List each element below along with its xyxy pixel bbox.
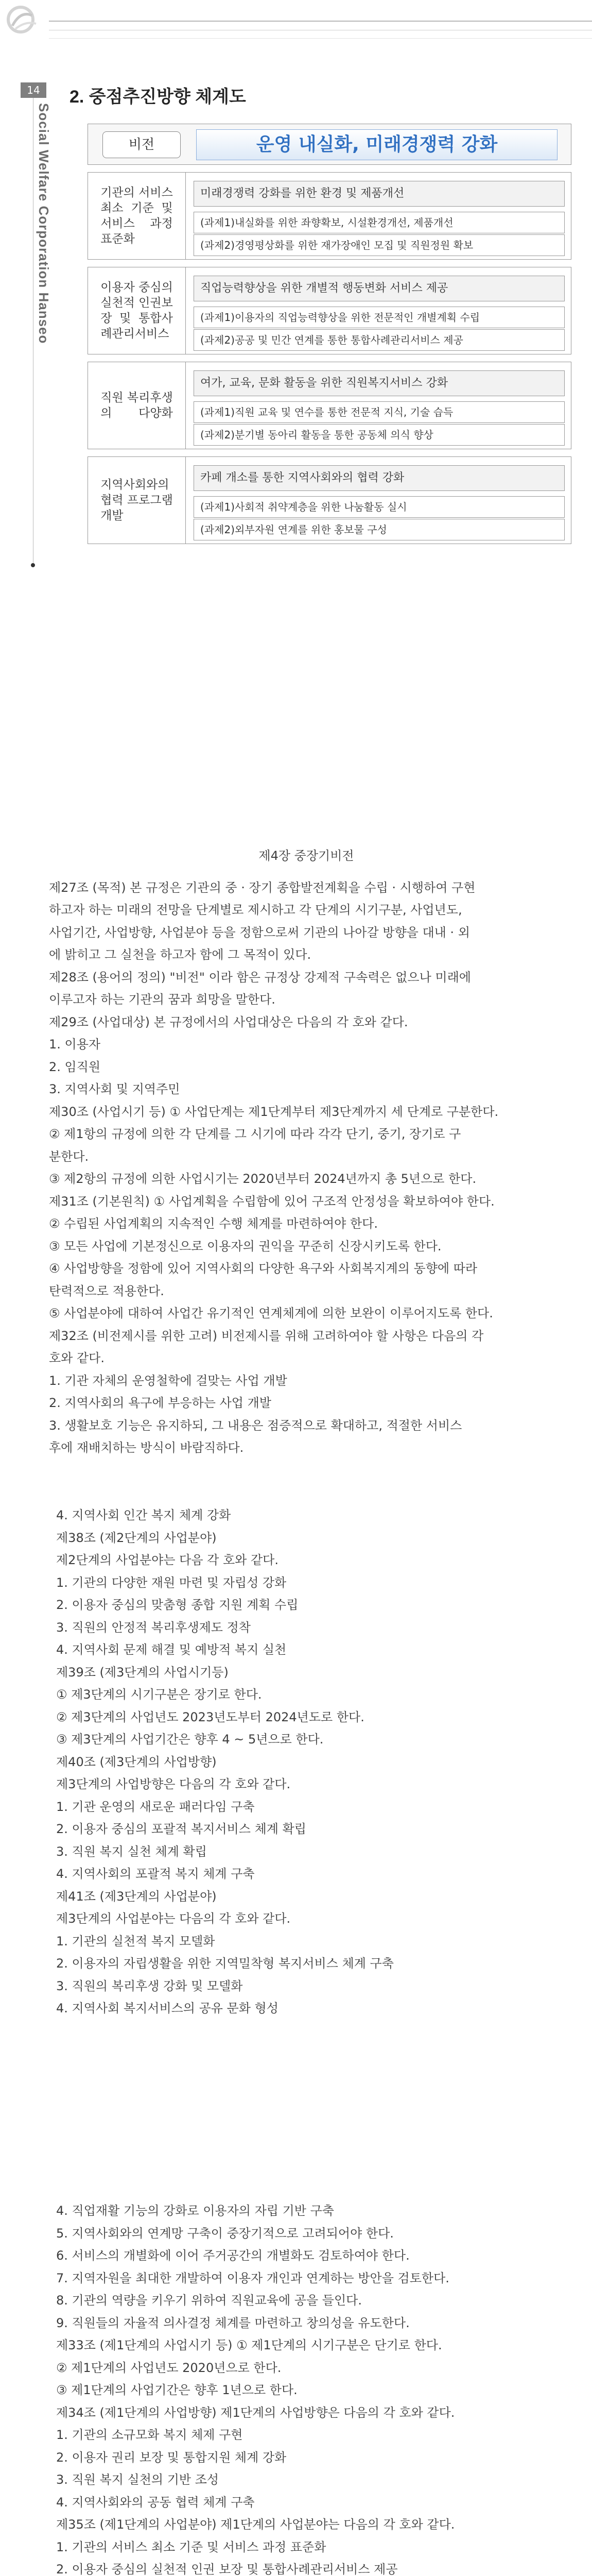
text-line: 제39조 (제3단계의 사업시기등) <box>56 1665 229 1680</box>
strategy-task: (과제2)분기별 동아리 활동을 통한 공동체 의식 향상 <box>194 424 565 446</box>
text-line: 3. 직원의 안정적 복리후생제도 정착 <box>56 1620 251 1635</box>
divider-dot <box>31 563 35 567</box>
strategy-main-goal: 미래경쟁력 강화를 위한 환경 및 제품개선 <box>194 181 565 207</box>
page-number: 14 <box>21 82 46 98</box>
vision-row <box>88 124 571 165</box>
text-line: 2. 이용자 중심의 실천적 인권 보장 및 통합사례관리서비스 제공 <box>56 2562 398 2576</box>
text-line: 2. 이용자 중심의 포괄적 복지서비스 체계 확립 <box>56 1822 306 1836</box>
strategy-task: (과제1)직원 교육 및 연수를 통한 전문적 지식, 기술 습득 <box>194 401 565 423</box>
strategy-row <box>88 172 571 260</box>
strategy-main-goal: 직업능력향상을 위한 개별적 행동변화 서비스 제공 <box>194 276 565 301</box>
text-line: 제40조 (제3단계의 사업방향) <box>56 1754 217 1769</box>
text-line: 제31조 (기본원칙) ① 사업계획을 수립함에 있어 구조적 안정성을 확보하여야 한다. <box>49 1194 495 1209</box>
text-line: 3. 지역사회 및 지역주민 <box>49 1082 180 1096</box>
text-line: ② 수립된 사업계획의 지속적인 수행 체계를 마련하여야 한다. <box>49 1216 378 1231</box>
vision-title: 운영 내실화, 미래경쟁력 강화 <box>196 129 558 160</box>
text-line: ⑤ 사업분야에 대하여 사업간 유기적인 연계체계에 의한 보완이 이루어지도록 한다. <box>49 1306 493 1320</box>
text-line: 이루고자 하는 기관의 꿈과 희망을 말한다. <box>49 992 275 1007</box>
text-line: 4. 직업재활 기능의 강화로 이용자의 자립 기반 구축 <box>56 2204 334 2218</box>
text-line: 3. 생활보호 기능은 유지하되, 그 내용은 점증적으로 확대하고, 적절한 서비스 <box>49 1418 462 1433</box>
text-line: ④ 사업방향을 정함에 있어 지역사회의 다양한 욕구와 사회복지계의 동향에 따라 <box>49 1261 478 1276</box>
strategy-main-goal: 여가, 교육, 문화 활동을 위한 직원복지서비스 강화 <box>194 370 565 396</box>
text-line: 4. 지역사회 복지서비스의 공유 문화 형성 <box>56 2001 278 2015</box>
text-line: 2. 이용자 권리 보장 및 통합지원 체계 강화 <box>56 2450 287 2465</box>
continued-text <box>49 2200 564 2576</box>
text-line: 제38조 (제2단계의 사업분야) <box>56 1530 217 1545</box>
strategy-label: 이용자 중심의 실천적 인권보 장 및 통합사 례관리서비스 <box>88 267 186 354</box>
text-line: 8. 기관의 역량을 키우기 위하여 직원교육에 공을 들인다. <box>56 2293 362 2308</box>
corporation-logo-icon <box>5 5 49 36</box>
text-line: 1. 기관의 실천적 복지 모델화 <box>56 1934 215 1948</box>
text-line: 제3단계의 사업방향은 다음의 각 호와 같다. <box>56 1777 291 1791</box>
continued-text <box>49 1504 564 2020</box>
chapter-text <box>49 845 564 1460</box>
text-line: 사업기간, 사업방향, 사업분야 등을 정함으로써 기관의 나아갈 방향을 대내 · 외 <box>49 925 470 940</box>
vision-label: 비전 <box>102 131 181 158</box>
text-line: 1. 기관의 소규모화 복지 체제 구현 <box>56 2428 243 2442</box>
strategy-task: (과제2)공공 및 민간 연계를 통한 통합사례관리서비스 제공 <box>194 329 565 351</box>
text-line: 1. 이용자 <box>49 1037 101 1052</box>
text-line: 4. 지역사회 문제 해결 및 예방적 복지 실천 <box>56 1642 287 1657</box>
strategy-label: 직원 복리후생 의 다양화 <box>88 362 186 449</box>
text-line: 하고자 하는 미래의 전망을 단계별로 제시하고 각 단계의 시기구분, 사업년도, <box>49 903 462 917</box>
text-line: 분한다. <box>49 1149 89 1164</box>
text-line: 1. 기관의 서비스 최소 기준 및 서비스 과정 표준화 <box>56 2539 326 2554</box>
text-line: 3. 직원 복지 실천의 기반 조성 <box>56 2472 219 2487</box>
strategy-label: 지역사회와의 협력 프로그램 개발 <box>88 457 186 544</box>
vertical-title: Social Welfare Corporation Hanseo <box>36 103 51 344</box>
strategy-row <box>88 362 571 449</box>
text-line: 2. 임직원 <box>49 1059 101 1074</box>
strategy-label: 기관의 서비스 최소 기준 및 서비스 과정 표준화 <box>88 173 186 259</box>
text-line: 5. 지역사회와의 연계망 구축이 중장기적으로 고려되어야 한다. <box>56 2226 394 2241</box>
header-rule <box>49 9 592 41</box>
text-line: 제3단계의 사업분야는 다음의 각 호와 같다. <box>56 1911 291 1926</box>
text-line: ② 제1단계의 사업년도 2020년으로 한다. <box>56 2360 282 2375</box>
text-line: 제27조 (목적) 본 규정은 기관의 중 · 장기 종합발전계획을 수립 · 시행하여 구현 <box>49 880 476 895</box>
section-heading: 2. 중점추진방향 체계도 <box>69 87 246 107</box>
text-line: 2. 이용자의 자립생활을 위한 지역밀착형 복지서비스 체계 구축 <box>56 1956 394 1971</box>
text-line: 3. 직원 복지 실천 체계 확립 <box>56 1844 207 1859</box>
text-line: 제35조 (제1단계의 사업분야) 제1단계의 사업분야는 다음의 각 호와 같다. <box>56 2517 455 2532</box>
text-line: 7. 지역자원을 최대한 개발하여 이용자 개인과 연계하는 방안을 검토한다. <box>56 2270 449 2285</box>
text-line: 제33조 (제1단계의 사업시기 등) ① 제1단계의 시기구분은 단기로 한다. <box>56 2338 442 2352</box>
text-line: 탄력적으로 적용한다. <box>49 1283 164 1298</box>
text-line: 1. 기관 자체의 운영철학에 걸맞는 사업 개발 <box>49 1373 287 1388</box>
strategy-task: (과제2)외부자원 연계를 위한 홍보물 구성 <box>194 519 565 540</box>
text-line: ③ 제1단계의 사업기간은 향후 1년으로 한다. <box>56 2383 298 2397</box>
text-line: ③ 모든 사업에 기본정신으로 이용자의 권익을 꾸준히 신장시키도록 한다. <box>49 1239 442 1253</box>
text-line: 1. 기관 운영의 새로운 패러다임 구축 <box>56 1799 255 1814</box>
strategy-task: (과제2)경영평상화를 위한 재가장애인 모집 및 직원정원 확보 <box>194 234 565 256</box>
strategy-row <box>88 267 571 354</box>
text-line: ③ 제3단계의 사업기간은 향후 4 ~ 5년으로 한다. <box>56 1732 324 1747</box>
text-line: 6. 서비스의 개별화에 이어 주거공간의 개별화도 검토하여야 한다. <box>56 2248 410 2263</box>
text-line: ② 제3단계의 사업년도 2023년도부터 2024년도로 한다. <box>56 1709 364 1724</box>
strategy-diagram <box>88 124 571 551</box>
text-line: 4. 지역사회 인간 복지 체계 강화 <box>56 1508 231 1522</box>
text-line: 제41조 (제3단계의 사업분야) <box>56 1889 217 1904</box>
text-line: 2. 지역사회의 욕구에 부응하는 사업 개발 <box>49 1396 271 1410</box>
text-line: ③ 제2항의 규정에 의한 사업시기는 2020년부터 2024년까지 총 5년으로 한다. <box>49 1172 477 1186</box>
text-line: 4. 지역사회의 포괄적 복지 체계 구축 <box>56 1867 255 1881</box>
text-line: 제34조 (제1단계의 사업방향) 제1단계의 사업방향은 다음의 각 호와 같다. <box>56 2405 455 2420</box>
text-line: ① 제3단계의 시기구분은 장기로 한다. <box>56 1687 262 1702</box>
strategy-task: (과제1)내실화를 위한 좌향확보, 시설환경개선, 제품개선 <box>194 212 565 233</box>
text-line: 9. 직원들의 자율적 의사결정 체계를 마련하고 창의성을 유도한다. <box>56 2315 410 2330</box>
text-line: 제30조 (사업시기 등) ① 사업단계는 제1단계부터 제3단계까지 세 단계로 구분한다. <box>49 1104 499 1119</box>
text-line: 1. 기관의 다양한 재원 마련 및 자립성 강화 <box>56 1575 287 1590</box>
text-line: 제2단계의 사업분야는 다음 각 호와 같다. <box>56 1553 278 1567</box>
text-line: 호와 같다. <box>49 1351 105 1365</box>
strategy-main-goal: 카페 개소를 통한 지역사회와의 협력 강화 <box>194 465 565 491</box>
text-line: 제28조 (용어의 정의) "비전" 이라 함은 규정상 강제적 구속력은 없으나 미래에 <box>49 970 471 985</box>
text-line: 2. 이용자 중심의 맞춤형 종합 지원 계획 수립 <box>56 1598 299 1612</box>
text-line: 후에 재배치하는 방식이 바람직하다. <box>49 1440 244 1455</box>
text-line: ② 제1항의 규정에 의한 각 단계를 그 시기에 따라 각각 단기, 중기, 장기로 구 <box>49 1127 461 1141</box>
text-line: 4. 지역사회와의 공동 협력 체계 구축 <box>56 2495 255 2510</box>
strategy-task: (과제1)이용자의 직업능력향상을 위한 전문적인 개별계획 수립 <box>194 307 565 328</box>
text-line: 제32조 (비전제시를 위한 고려) 비전제시를 위해 고려하여야 할 사항은 다음의 각 <box>49 1328 484 1343</box>
chapter-title: 제4장 중장기비전 <box>258 849 354 863</box>
strategy-task: (과제1)사회적 취약계층을 위한 나눔활동 실시 <box>194 496 565 518</box>
text-line: 에 밝히고 그 실천을 하고자 함에 그 목적이 있다. <box>49 947 311 962</box>
text-line: 제29조 (사업대상) 본 규정에서의 사업대상은 다음의 각 호와 같다. <box>49 1014 408 1029</box>
strategy-row <box>88 456 571 544</box>
text-line: 3. 직원의 복리후생 강화 및 모델화 <box>56 1978 243 1993</box>
